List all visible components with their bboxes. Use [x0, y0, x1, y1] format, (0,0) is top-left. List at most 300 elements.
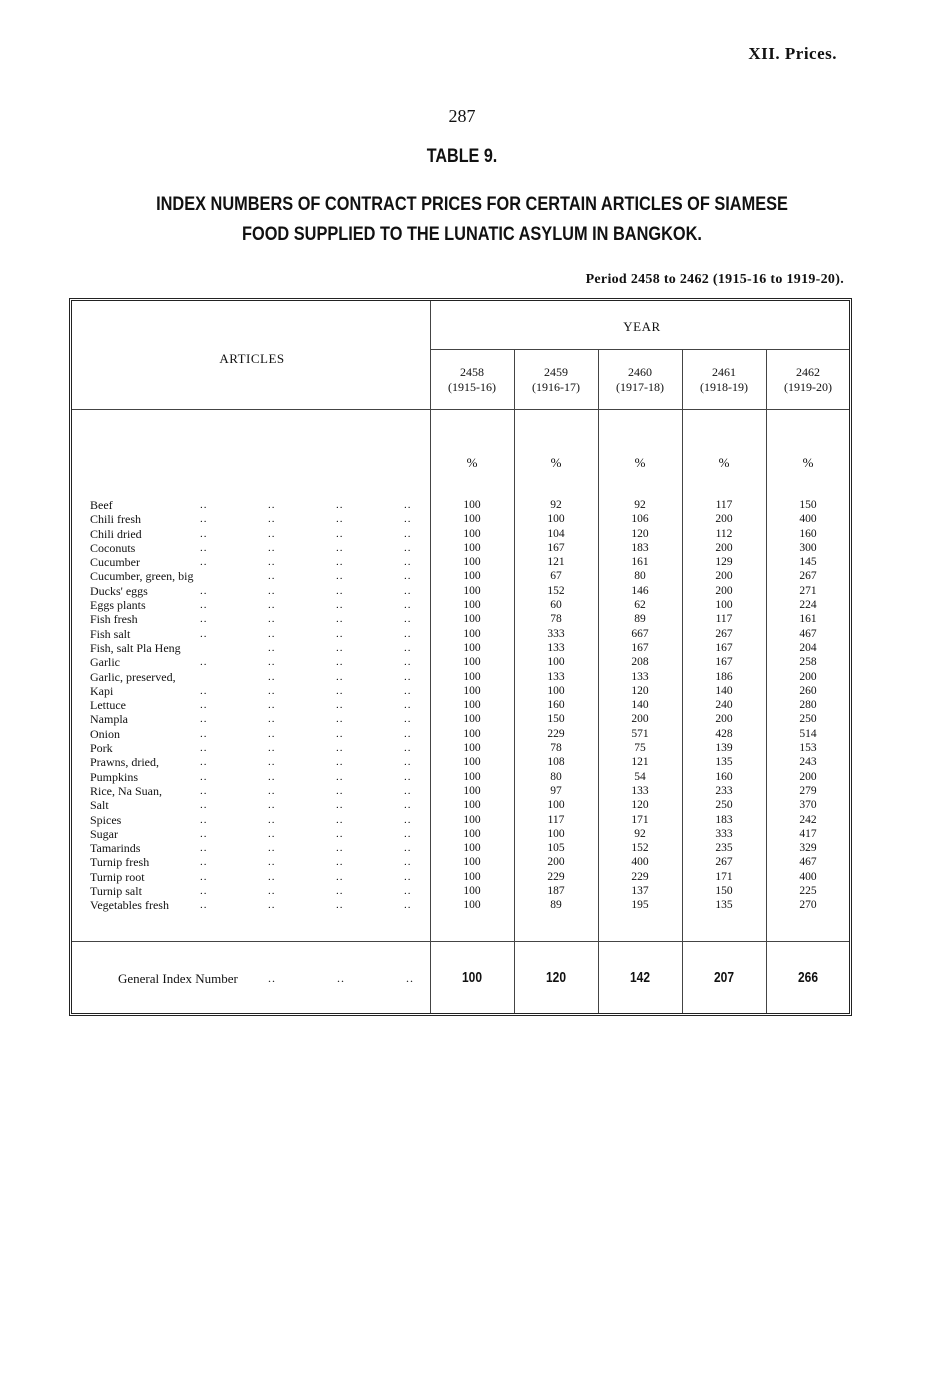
leader-dots: .. — [268, 599, 276, 612]
table-row — [90, 841, 850, 855]
leader-dots: .. — [268, 541, 276, 554]
index-value: 89 — [634, 613, 646, 626]
leader-dots: .. — [336, 770, 344, 783]
leader-dots: .. — [200, 656, 208, 669]
year-header: YEAR — [623, 319, 661, 334]
leader-dots: .. — [200, 756, 208, 769]
index-value: 117 — [547, 813, 565, 826]
index-value: 183 — [715, 813, 733, 826]
leader-dots: .. — [200, 899, 208, 912]
index-value: 235 — [715, 842, 733, 855]
table-row — [90, 884, 850, 898]
leader-dots: .. — [336, 870, 344, 883]
index-value: 250 — [799, 713, 817, 726]
article-name: Ducks' eggs — [90, 583, 148, 598]
leader-dots: .. — [268, 527, 276, 540]
leader-dots: .. — [404, 827, 412, 840]
leader-dots: .. — [336, 713, 344, 726]
index-value: 100 — [463, 813, 481, 826]
leader-dots: .. — [268, 971, 276, 985]
year-number: 2462 — [796, 365, 820, 379]
index-value: 370 — [799, 799, 817, 812]
index-value: 137 — [631, 885, 649, 898]
index-value: 78 — [550, 742, 562, 755]
index-value: 233 — [715, 784, 733, 797]
index-value: 204 — [799, 641, 817, 654]
leader-dots: .. — [268, 756, 276, 769]
leader-dots: .. — [404, 656, 412, 669]
index-value: 195 — [631, 899, 649, 912]
index-value: 112 — [715, 527, 733, 540]
leader-dots: .. — [268, 770, 276, 783]
leader-dots: .. — [200, 770, 208, 783]
index-value: 229 — [547, 870, 565, 883]
general-divider — [72, 941, 849, 942]
index-value: 400 — [631, 856, 649, 869]
index-value: 133 — [547, 641, 565, 654]
index-value: 329 — [799, 842, 817, 855]
index-value: 160 — [799, 527, 817, 540]
index-value: 167 — [715, 656, 733, 669]
unit-label: % — [802, 455, 814, 470]
index-table — [69, 298, 852, 1016]
index-value: 400 — [799, 870, 817, 883]
section-header: XII. Prices. — [748, 44, 837, 63]
index-value: 200 — [715, 570, 733, 583]
index-value: 117 — [715, 499, 733, 511]
leader-dots: .. — [336, 699, 344, 712]
article-name: Spices — [90, 812, 122, 827]
index-value: 100 — [463, 856, 481, 869]
leader-dots: .. — [200, 599, 208, 612]
index-value: 242 — [799, 813, 817, 826]
leader-dots: .. — [200, 584, 208, 597]
index-value: 139 — [715, 742, 733, 755]
table-row — [90, 641, 850, 655]
index-value: 160 — [715, 770, 733, 783]
index-value: 100 — [463, 584, 481, 597]
index-value: 80 — [550, 770, 562, 783]
index-value: 161 — [799, 613, 817, 626]
leader-dots: .. — [336, 613, 344, 626]
leader-dots: .. — [336, 556, 344, 569]
page-number: 287 — [448, 106, 476, 126]
leader-dots: .. — [268, 842, 276, 855]
index-value: 229 — [547, 727, 565, 740]
index-value: 100 — [463, 899, 481, 912]
article-name: Rice, Na Suan, — [90, 783, 162, 798]
index-value: 153 — [799, 742, 817, 755]
index-value: 428 — [715, 727, 733, 740]
year-number: 2459 — [544, 365, 568, 379]
leader-dots: .. — [336, 599, 344, 612]
index-value: 100 — [547, 827, 565, 840]
heading-line-1: INDEX NUMBERS OF CONTRACT PRICES FOR CERTAIN ARTICLES OF SIAMESE — [156, 194, 788, 215]
leader-dots: .. — [268, 627, 276, 640]
leader-dots: .. — [404, 670, 412, 683]
article-name: Pumpkins — [90, 769, 139, 784]
index-value: 183 — [631, 541, 649, 554]
index-value: 150 — [547, 713, 565, 726]
unit-label: % — [466, 455, 478, 470]
general-index-value: 207 — [713, 969, 735, 986]
index-value: 108 — [547, 756, 565, 769]
year-span: (1915-16) — [448, 380, 496, 394]
table-row — [90, 498, 850, 512]
leader-dots: .. — [200, 556, 208, 569]
table-row — [90, 512, 850, 526]
table-row — [90, 598, 850, 612]
article-name: Nampla — [90, 712, 128, 727]
article-name: Pork — [90, 741, 113, 756]
article-rows — [90, 498, 850, 913]
index-value: 100 — [463, 770, 481, 783]
index-value: 333 — [547, 627, 565, 640]
index-value: 200 — [799, 770, 817, 783]
index-value: 225 — [799, 885, 817, 898]
index-value: 120 — [631, 527, 649, 540]
index-value: 229 — [631, 870, 649, 883]
index-value: 62 — [634, 599, 646, 612]
leader-dots: .. — [268, 684, 276, 697]
leader-dots: .. — [404, 799, 412, 812]
index-value: 100 — [463, 742, 481, 755]
leader-dots: .. — [337, 971, 345, 985]
leader-dots: .. — [404, 742, 412, 755]
index-value: 270 — [799, 899, 817, 912]
leader-dots: .. — [404, 541, 412, 554]
leader-dots: .. — [200, 613, 208, 626]
leader-dots: .. — [336, 742, 344, 755]
index-value: 100 — [463, 513, 481, 526]
table-row — [90, 827, 850, 841]
index-value: 171 — [631, 813, 649, 826]
index-value: 100 — [463, 641, 481, 654]
index-value: 121 — [631, 756, 649, 769]
table-row — [90, 741, 850, 755]
leader-dots: .. — [404, 856, 412, 869]
article-name: Beef — [90, 498, 113, 512]
article-name: Garlic, preserved, — [90, 669, 176, 684]
index-value: 200 — [715, 541, 733, 554]
leader-dots: .. — [200, 627, 208, 640]
general-index-value: 142 — [629, 969, 651, 986]
index-value: 104 — [547, 527, 565, 540]
index-value: 100 — [547, 513, 565, 526]
table-row — [90, 655, 850, 669]
index-value: 100 — [463, 613, 481, 626]
index-value: 100 — [463, 870, 481, 883]
table-row — [90, 698, 850, 712]
index-value: 100 — [463, 527, 481, 540]
leader-dots: .. — [200, 513, 208, 526]
year-column-header — [598, 365, 682, 395]
year-column-header — [766, 365, 850, 395]
leader-dots: .. — [404, 813, 412, 826]
index-value: 133 — [631, 784, 649, 797]
leader-dots: .. — [268, 699, 276, 712]
leader-dots: .. — [404, 870, 412, 883]
table-row — [90, 855, 850, 869]
leader-dots: .. — [200, 870, 208, 883]
leader-dots: .. — [336, 756, 344, 769]
index-value: 224 — [799, 599, 817, 612]
period-note: Period 2458 to 2462 (1915-16 to 1919-20). — [585, 272, 844, 287]
index-value: 100 — [463, 556, 481, 569]
leader-dots: .. — [200, 727, 208, 740]
index-value: 267 — [715, 856, 733, 869]
leader-dots: .. — [336, 684, 344, 697]
article-name: Chili fresh — [90, 512, 141, 527]
index-value: 200 — [715, 584, 733, 597]
table-row — [90, 813, 850, 827]
unit-label: % — [718, 455, 730, 470]
leader-dots: .. — [268, 870, 276, 883]
article-name: Turnip root — [90, 869, 145, 884]
table-label: TABLE 9. — [426, 146, 498, 167]
index-value: 145 — [799, 556, 817, 569]
leader-dots: .. — [200, 827, 208, 840]
leader-dots: .. — [268, 513, 276, 526]
leader-dots: .. — [200, 856, 208, 869]
leader-dots: .. — [268, 827, 276, 840]
leader-dots: .. — [336, 527, 344, 540]
index-value: 120 — [631, 799, 649, 812]
index-value: 187 — [547, 885, 565, 898]
year-span: (1919-20) — [784, 380, 832, 394]
index-value: 140 — [631, 699, 649, 712]
general-index-label: General Index Number — [118, 971, 238, 986]
leader-dots: .. — [268, 584, 276, 597]
table-row — [90, 870, 850, 884]
article-name: Tamarinds — [90, 841, 141, 856]
index-value: 100 — [463, 827, 481, 840]
index-value: 133 — [547, 670, 565, 683]
index-value: 100 — [463, 684, 481, 697]
index-value: 150 — [799, 499, 817, 511]
index-value: 267 — [799, 570, 817, 583]
leader-dots: .. — [200, 885, 208, 898]
leader-dots: .. — [336, 670, 344, 683]
leader-dots: .. — [404, 613, 412, 626]
leader-dots: .. — [200, 742, 208, 755]
leader-dots: .. — [404, 899, 412, 912]
index-value: 60 — [550, 599, 562, 612]
index-value: 92 — [634, 827, 646, 840]
index-value: 120 — [631, 684, 649, 697]
article-name: Prawns, dried, — [90, 755, 159, 770]
index-value: 333 — [715, 827, 733, 840]
header-divider — [72, 409, 849, 410]
leader-dots: .. — [336, 856, 344, 869]
index-value: 280 — [799, 699, 817, 712]
index-value: 100 — [463, 885, 481, 898]
article-name: Chili dried — [90, 526, 142, 541]
index-value: 97 — [550, 784, 562, 797]
year-span: (1916-17) — [532, 380, 580, 394]
general-index-value: 100 — [461, 969, 483, 986]
leader-dots: .. — [336, 541, 344, 554]
heading-line-2: FOOD SUPPLIED TO THE LUNATIC ASYLUM IN BANGKOK. — [242, 224, 702, 245]
leader-dots: .. — [200, 684, 208, 697]
leader-dots: .. — [268, 713, 276, 726]
leader-dots: .. — [404, 699, 412, 712]
article-name: Garlic — [90, 655, 120, 670]
leader-dots: .. — [404, 784, 412, 797]
leader-dots: .. — [404, 684, 412, 697]
index-value: 100 — [463, 784, 481, 797]
index-value: 54 — [634, 770, 646, 783]
leader-dots: .. — [336, 513, 344, 526]
index-value: 129 — [715, 556, 733, 569]
leader-dots: .. — [336, 584, 344, 597]
leader-dots: .. — [268, 813, 276, 826]
table-row — [90, 527, 850, 541]
index-value: 167 — [715, 641, 733, 654]
index-value: 100 — [463, 599, 481, 612]
leader-dots: .. — [268, 885, 276, 898]
index-value: 250 — [715, 799, 733, 812]
index-value: 100 — [463, 799, 481, 812]
table-row — [90, 727, 850, 741]
year-number: 2460 — [628, 365, 652, 379]
index-value: 467 — [799, 627, 817, 640]
index-value: 80 — [634, 570, 646, 583]
leader-dots: .. — [268, 799, 276, 812]
article-name: Lettuce — [90, 698, 126, 713]
leader-dots: .. — [404, 527, 412, 540]
leader-dots: .. — [268, 641, 276, 654]
year-column-header — [514, 365, 598, 395]
leader-dots: .. — [404, 556, 412, 569]
article-name: Kapi — [90, 683, 114, 698]
index-value: 243 — [799, 756, 817, 769]
leader-dots: .. — [268, 499, 276, 511]
unit-label: % — [550, 455, 562, 470]
index-value: 117 — [715, 613, 733, 626]
index-value: 100 — [463, 670, 481, 683]
index-value: 267 — [715, 627, 733, 640]
leader-dots: .. — [404, 599, 412, 612]
index-value: 167 — [631, 641, 649, 654]
article-name: Sugar — [90, 826, 118, 841]
leader-dots: .. — [268, 670, 276, 683]
index-value: 571 — [631, 727, 649, 740]
article-name: Vegetables fresh — [90, 898, 169, 913]
index-value: 100 — [463, 499, 481, 511]
year-number: 2458 — [460, 365, 484, 379]
leader-dots: .. — [336, 641, 344, 654]
leader-dots: .. — [404, 842, 412, 855]
index-value: 140 — [715, 684, 733, 697]
leader-dots: .. — [404, 513, 412, 526]
index-value: 171 — [715, 870, 733, 883]
index-value: 152 — [631, 842, 649, 855]
table-heading — [118, 190, 827, 250]
index-value: 271 — [799, 584, 817, 597]
index-value: 186 — [715, 670, 733, 683]
index-value: 92 — [550, 499, 562, 511]
index-value: 100 — [463, 713, 481, 726]
leader-dots: .. — [268, 727, 276, 740]
year-number: 2461 — [712, 365, 736, 379]
leader-dots: .. — [200, 499, 208, 511]
index-value: 200 — [631, 713, 649, 726]
index-value: 100 — [463, 656, 481, 669]
index-value: 514 — [799, 727, 817, 740]
leader-dots: .. — [336, 899, 344, 912]
leader-dots: .. — [404, 641, 412, 654]
leader-dots: .. — [268, 742, 276, 755]
index-value: 100 — [463, 756, 481, 769]
leader-dots: .. — [268, 613, 276, 626]
table-row — [90, 755, 850, 769]
index-value: 152 — [547, 584, 565, 597]
article-name: Fish, salt Pla Heng — [90, 640, 181, 655]
table-row — [90, 784, 850, 798]
article-name: Eggs plants — [90, 598, 146, 613]
leader-dots: .. — [336, 570, 344, 583]
leader-dots: .. — [404, 627, 412, 640]
article-name: Turnip salt — [90, 884, 142, 899]
index-value: 200 — [547, 856, 565, 869]
leader-dots: .. — [336, 784, 344, 797]
index-value: 150 — [715, 885, 733, 898]
index-value: 467 — [799, 856, 817, 869]
leader-dots: .. — [200, 842, 208, 855]
index-value: 417 — [799, 827, 817, 840]
index-value: 100 — [715, 599, 733, 612]
index-value: 121 — [547, 556, 565, 569]
leader-dots: .. — [268, 899, 276, 912]
general-index-value: 120 — [545, 969, 567, 986]
leader-dots: .. — [200, 541, 208, 554]
index-value: 133 — [631, 670, 649, 683]
article-name: Cucumber — [90, 555, 140, 570]
index-value: 146 — [631, 584, 649, 597]
table-row — [90, 712, 850, 726]
index-value: 200 — [799, 670, 817, 683]
index-value: 100 — [463, 541, 481, 554]
year-column-header — [430, 365, 514, 395]
table-row — [90, 584, 850, 598]
table-row — [90, 798, 850, 812]
table-row — [90, 770, 850, 784]
index-value: 100 — [463, 627, 481, 640]
leader-dots: .. — [404, 584, 412, 597]
leader-dots: .. — [404, 713, 412, 726]
index-value: 100 — [547, 799, 565, 812]
index-value: 92 — [634, 499, 646, 511]
year-row-divider — [430, 349, 849, 350]
index-value: 167 — [547, 541, 565, 554]
leader-dots: .. — [404, 727, 412, 740]
leader-dots: .. — [268, 556, 276, 569]
leader-dots: .. — [404, 770, 412, 783]
index-value: 100 — [463, 699, 481, 712]
leader-dots: .. — [336, 842, 344, 855]
leader-dots: .. — [200, 799, 208, 812]
leader-dots: .. — [200, 784, 208, 797]
table-row — [90, 569, 850, 583]
index-value: 240 — [715, 699, 733, 712]
index-value: 100 — [463, 842, 481, 855]
leader-dots: .. — [336, 799, 344, 812]
table-row — [90, 555, 850, 569]
article-name: Coconuts — [90, 540, 136, 555]
article-name: Salt — [90, 798, 109, 813]
leader-dots: .. — [200, 713, 208, 726]
